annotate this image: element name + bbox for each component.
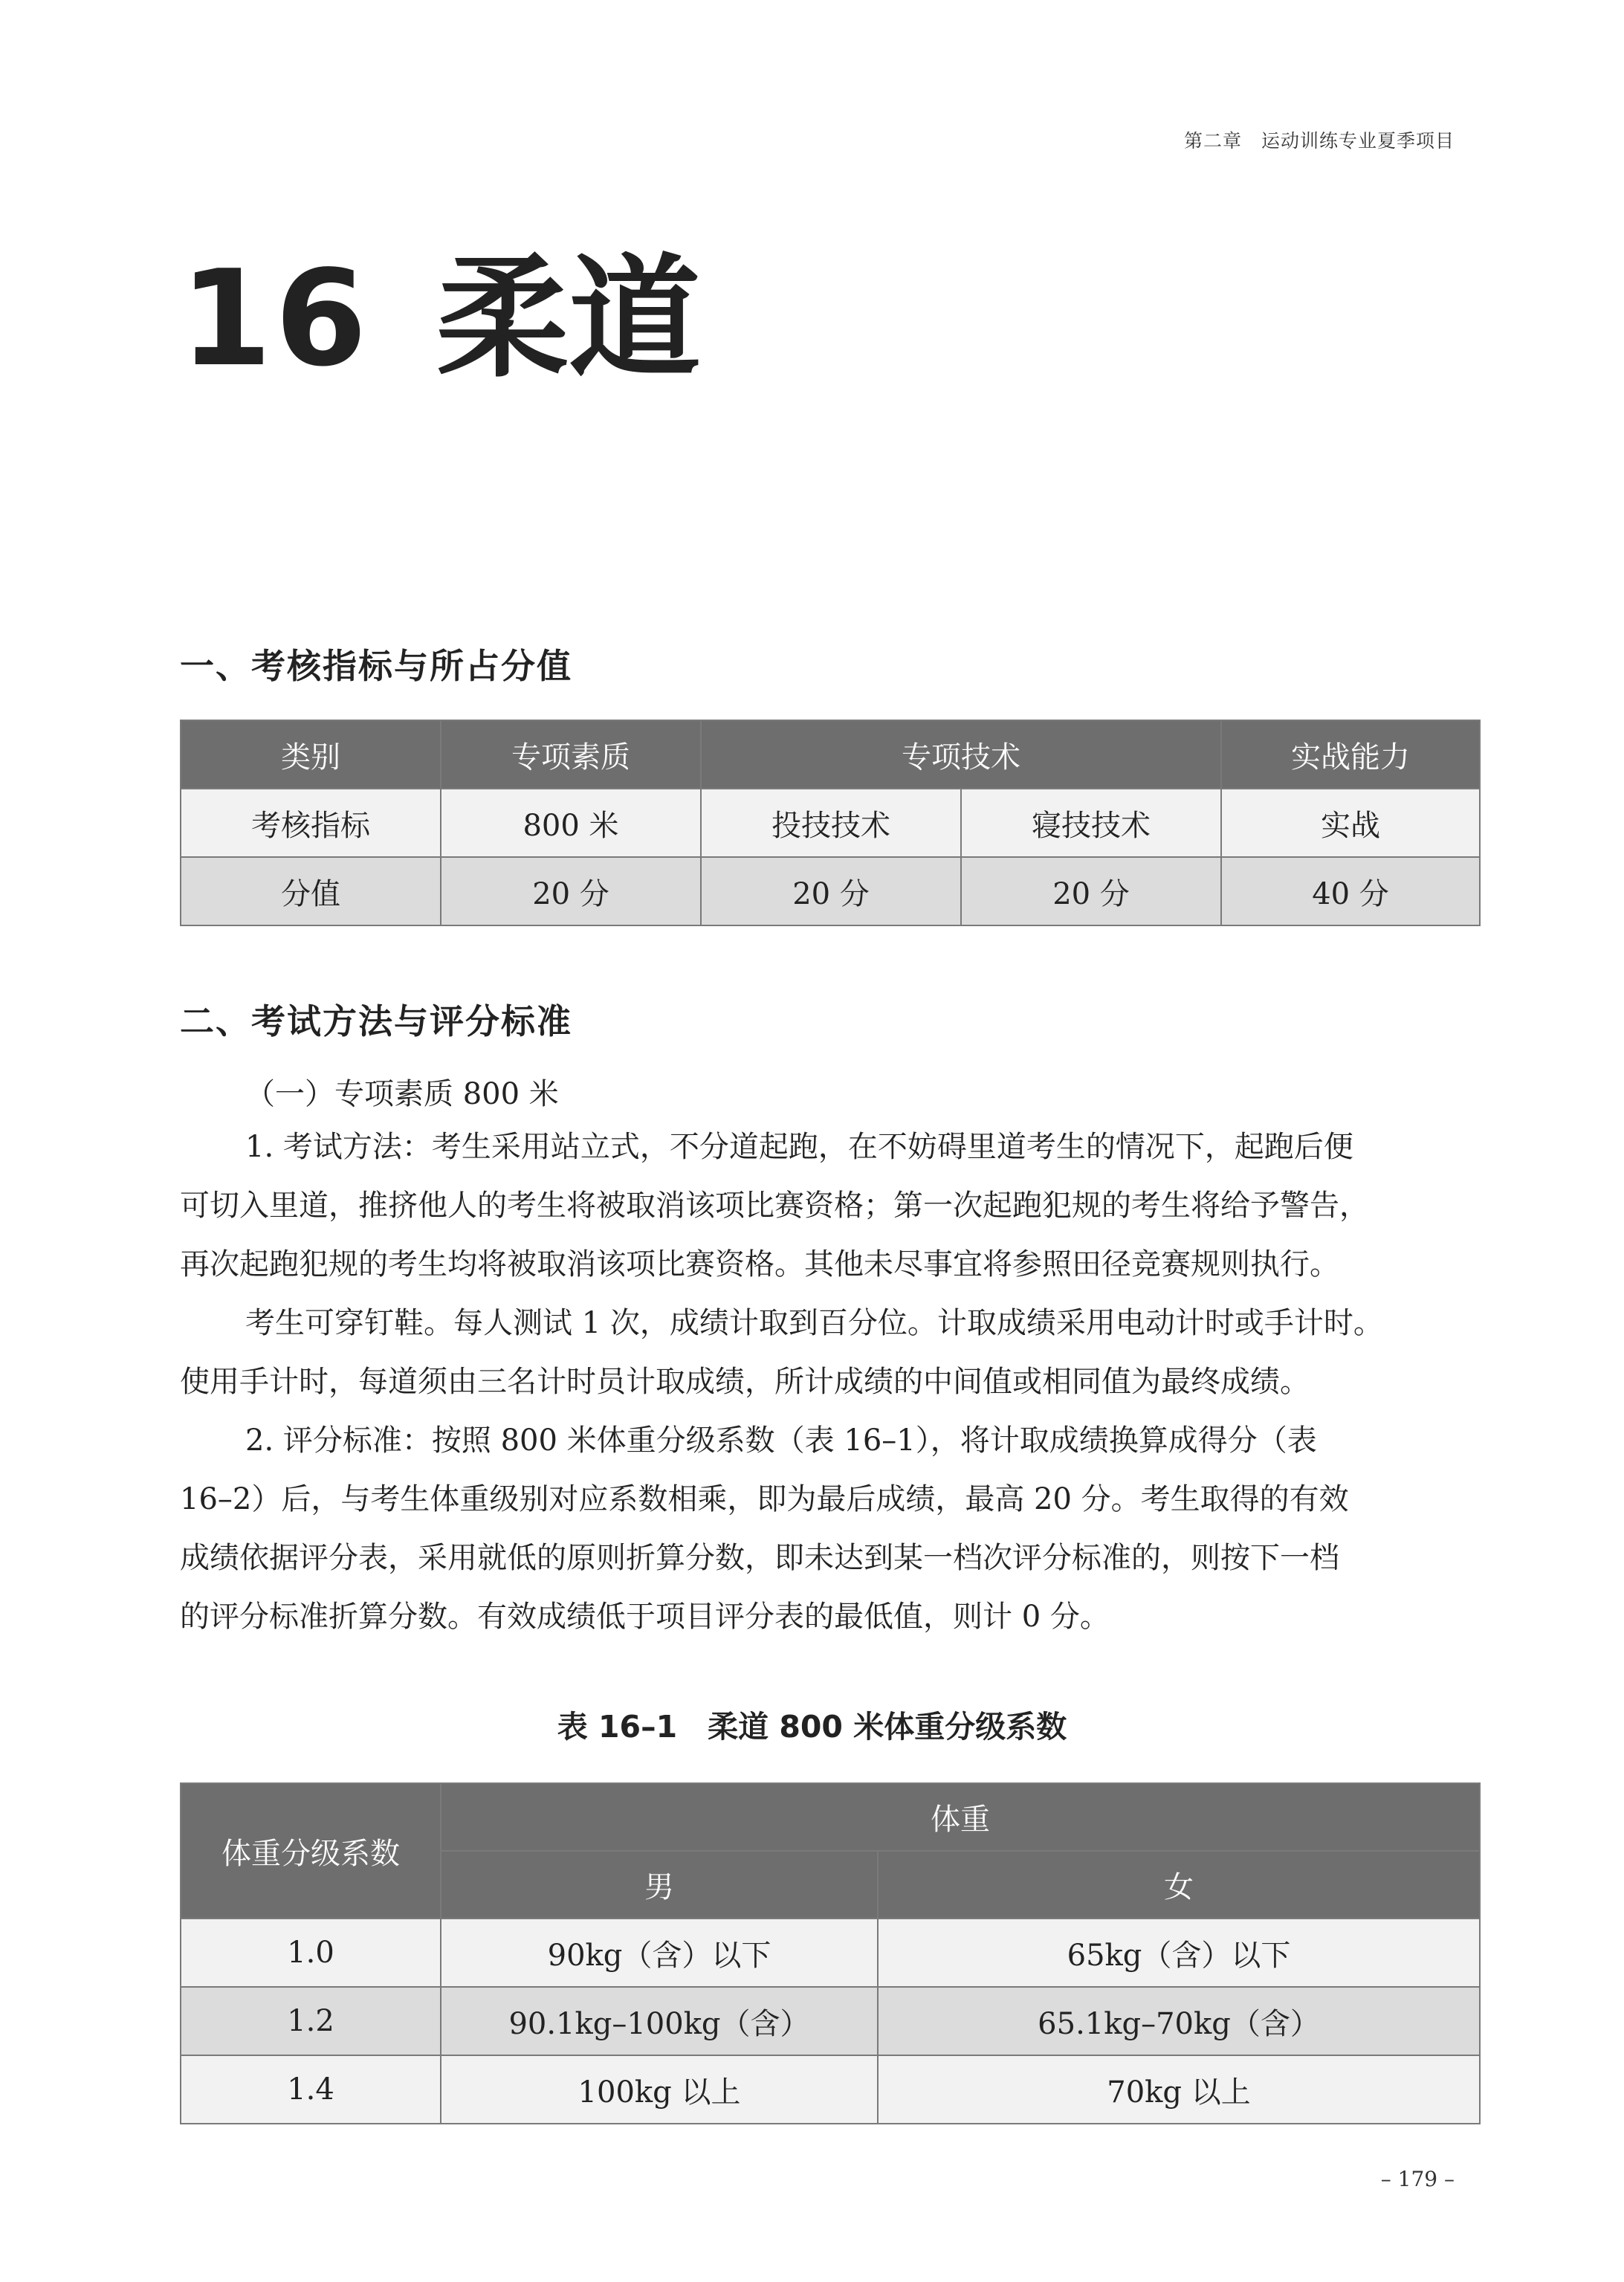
table-cell: 1.4 — [181, 2055, 441, 2124]
table-row — [181, 789, 1480, 857]
header-combat: 实战能力 — [1221, 720, 1480, 789]
text-line: 可切入里道，推挤他人的考生将被取消该项比赛资格；第一次起跑犯规的考生将给予警告， — [180, 1189, 1369, 1223]
text-line: 成绩依据评分表，采用就低的原则折算分数，即未达到某一档次评分标准的，则按下一档 — [180, 1541, 1339, 1575]
table-row — [181, 1919, 1480, 1987]
table-cell: 100kg 以上 — [441, 2055, 878, 2124]
text-line: 1. 考试方法：考生采用站立式，不分道起跑，在不妨碍里道考生的情况下，起跑后便 — [245, 1130, 1353, 1164]
header-female: 女 — [878, 1851, 1480, 1919]
chapter-number: 16 — [180, 242, 370, 395]
table-cell: 40 分 — [1221, 857, 1480, 925]
table-cell: 20 分 — [701, 857, 961, 925]
table-caption: 表 16–1 柔道 800 米体重分级系数 — [557, 1709, 1067, 1745]
header-category: 类别 — [181, 720, 441, 789]
chapter-name: 柔道 — [436, 242, 701, 395]
table-cell: 考核指标 — [181, 789, 441, 857]
weight-coefficient-table — [180, 1782, 1481, 2124]
text-line: 考生可穿钉鞋。每人测试 1 次，成绩计取到百分位。计取成绩采用电动计时或手计时。 — [245, 1306, 1383, 1340]
subsection-heading: （一）专项素质 800 米 — [245, 1077, 559, 1111]
table-cell: 800 米 — [441, 789, 701, 857]
table-cell: 90.1kg–100kg（含） — [441, 1987, 878, 2055]
paragraph-exam-method — [180, 1118, 1460, 1294]
text-line: 再次起跑犯规的考生均将被取消该项比赛资格。其他未尽事宜将参照田径竞赛规则执行。 — [180, 1247, 1339, 1281]
table-cell: 20 分 — [441, 857, 701, 925]
assessment-table — [180, 720, 1481, 926]
table-cell: 寝技技术 — [961, 789, 1221, 857]
header-weight: 体重 — [441, 1783, 1480, 1851]
section-heading-2: 二、考试方法与评分标准 — [180, 1001, 572, 1041]
table-cell: 1.0 — [181, 1919, 441, 1987]
header-coefficient: 体重分级系数 — [181, 1783, 441, 1919]
header-male: 男 — [441, 1851, 878, 1919]
table-cell: 65.1kg–70kg（含） — [878, 1987, 1480, 2055]
table-cell: 实战 — [1221, 789, 1480, 857]
text-line: 使用手计时，每道须由三名计时员计取成绩，所计成绩的中间值或相同值为最终成绩。 — [180, 1365, 1310, 1399]
paragraph-timing — [180, 1294, 1460, 1412]
table-cell: 投技技术 — [701, 789, 961, 857]
table-cell: 65kg（含）以下 — [878, 1919, 1480, 1987]
table-cell: 90kg（含）以下 — [441, 1919, 878, 1987]
header-technique: 专项技术 — [701, 720, 1221, 789]
header-quality: 专项素质 — [441, 720, 701, 789]
text-line: 16–2）后，与考生体重级别对应系数相乘，即为最后成绩，最高 20 分。考生取得的有效 — [180, 1482, 1349, 1516]
table-row — [181, 1987, 1480, 2055]
chapter-title — [180, 242, 701, 395]
table-cell: 分值 — [181, 857, 441, 925]
section-heading-1: 一、考核指标与所占分值 — [180, 646, 572, 686]
paragraph-scoring — [180, 1412, 1460, 1646]
table-row — [181, 2055, 1480, 2124]
table-cell: 1.2 — [181, 1987, 441, 2055]
table-row — [181, 857, 1480, 925]
table-cell: 20 分 — [961, 857, 1221, 925]
text-line: 2. 评分标准：按照 800 米体重分级系数（表 16–1），将计取成绩换算成得分（表 — [245, 1423, 1317, 1458]
table-cell: 70kg 以上 — [878, 2055, 1480, 2124]
table-header-row — [181, 720, 1480, 789]
page-number: – 179 – — [1380, 2167, 1455, 2191]
running-header: 第二章 运动训练专业夏季项目 — [1183, 130, 1455, 152]
table-header-row — [181, 1783, 1480, 1851]
text-line: 的评分标准折算分数。有效成绩低于项目评分表的最低值，则计 0 分。 — [180, 1600, 1110, 1634]
